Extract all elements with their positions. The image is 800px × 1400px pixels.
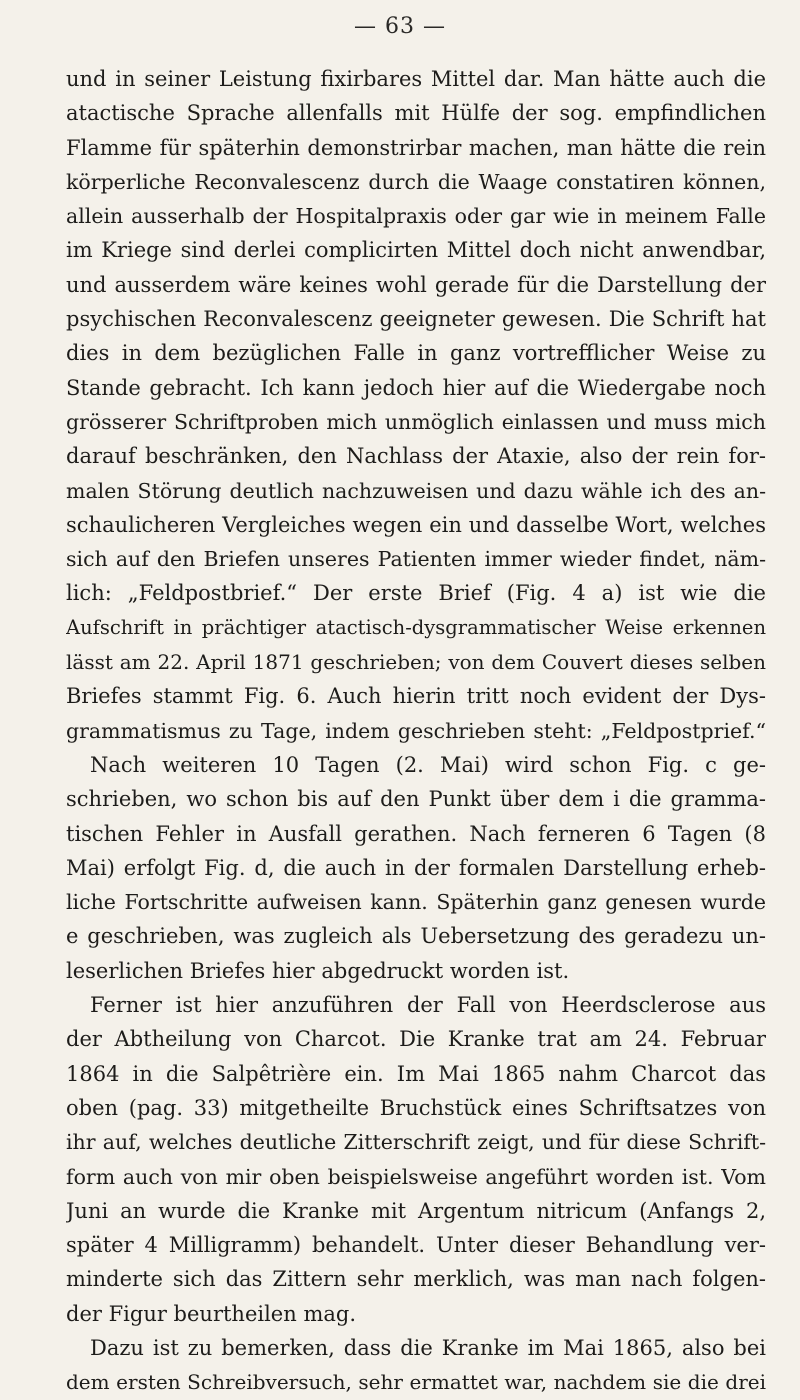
text-line: ihr auf, welches deutliche Zitterschrift zeigt, und für diese Schrift- (66, 1130, 766, 1155)
text-line: grösserer Schriftproben mich unmöglich einlassen und muss mich (66, 409, 766, 434)
text-line: dem ersten Schreibversuch, sehr ermattet war, nachdem sie die drei (66, 1370, 766, 1395)
text-line: Nach weiteren 10 Tagen (2. Mai) wird schon Fig. c ge- (90, 752, 766, 777)
text-line: und ausserdem wäre keines wohl gerade für die Darstellung der (66, 272, 766, 297)
text-line: darauf beschränken, den Nachlass der Ataxie, also der rein for- (66, 444, 766, 469)
text-line: psychischen Reconvalescenz geeigneter gewesen. Die Schrift hat (66, 307, 766, 332)
text-line: und in seiner Leistung fixirbares Mittel dar. Man hätte auch die (66, 67, 766, 91)
text-line: der Figur beurtheilen mag. (66, 1301, 356, 1326)
text-line: Aufschrift in prächtiger atactisch-dysgrammatischer Weise erkennen (66, 615, 766, 639)
text-line: schrieben, wo schon bis auf den Punkt über dem i die gramma- (66, 787, 766, 812)
text-line: der Abtheilung von Charcot. Die Kranke trat am 24. Februar (66, 1027, 766, 1052)
page-number-header: — 63 — (354, 14, 446, 39)
text-line: tischen Fehler in Ausfall gerathen. Nach ferneren 6 Tagen (8 (66, 821, 766, 846)
text-line: schaulicheren Vergleiches wegen ein und dasselbe Wort, welches (66, 512, 766, 537)
text-line: Juni an wurde die Kranke mit Argentum nitricum (Anfangs 2, (66, 1198, 766, 1223)
text-line: atactische Sprache allenfalls mit Hülfe der sog. empfindlichen (66, 101, 766, 126)
text-line: später 4 Milligramm) behandelt. Unter dieser Behandlung ver- (66, 1233, 766, 1258)
text-line: Dazu ist zu bemerken, dass die Kranke im Mai 1865, also bei (90, 1335, 766, 1360)
text-line: im Kriege sind derlei complicirten Mittel doch nicht anwendbar, (66, 238, 766, 263)
text-line: malen Störung deutlich nachzuweisen und dazu wähle ich des an- (66, 478, 766, 503)
text-line: leserlichen Briefes hier abgedruckt worden ist. (66, 958, 570, 983)
text-line: sich auf den Briefen unseres Patienten immer wieder findet, näm- (66, 547, 766, 572)
text-line: grammatismus zu Tage, indem geschrieben steht: „Feldpostprief.“ (66, 718, 766, 743)
text-line: oben (pag. 33) mitgetheilte Bruchstück eines Schriftsatzes von (66, 1095, 766, 1120)
text-line: Ferner ist hier anzuführen der Fall von Heerdsclerose aus (90, 993, 766, 1018)
text-line: form auch von mir oben beispielsweise angeführt worden ist. Vom (66, 1164, 766, 1189)
text-line: e geschrieben, was zugleich als Uebersetzung des geradezu un- (66, 924, 766, 949)
text-line: liche Fortschritte aufweisen kann. Späterhin ganz genesen wurde (66, 890, 766, 915)
text-line: 1864 in die Salpêtrière ein. Im Mai 1865 nahm Charcot das (66, 1061, 766, 1086)
text-line: minderte sich das Zittern sehr merklich, was man nach folgen- (66, 1267, 766, 1292)
text-line: dies in dem bezüglichen Falle in ganz vortrefflicher Weise zu (66, 341, 766, 366)
text-line: Mai) erfolgt Fig. d, die auch in der formalen Darstellung erheb- (66, 855, 766, 880)
text-line: lich: „Feldpostbrief.“ Der erste Brief (Fig. 4 a) ist wie die (66, 581, 766, 606)
text-line: allein ausserhalb der Hospitalpraxis oder gar wie in meinem Falle (66, 204, 766, 229)
body-text (66, 62, 766, 1400)
text-line: Flamme für späterhin demonstrirbar machen, man hätte die rein (66, 135, 766, 160)
text-line: Briefes stammt Fig. 6. Auch hierin tritt noch evident der Dys- (66, 684, 766, 709)
text-line: körperliche Reconvalescenz durch die Waage constatiren können, (66, 169, 766, 194)
text-line: Stande gebracht. Ich kann jedoch hier auf die Wiedergabe noch (66, 375, 766, 400)
text-line: lässt am 22. April 1871 geschrieben; von dem Couvert dieses selben (66, 650, 766, 675)
